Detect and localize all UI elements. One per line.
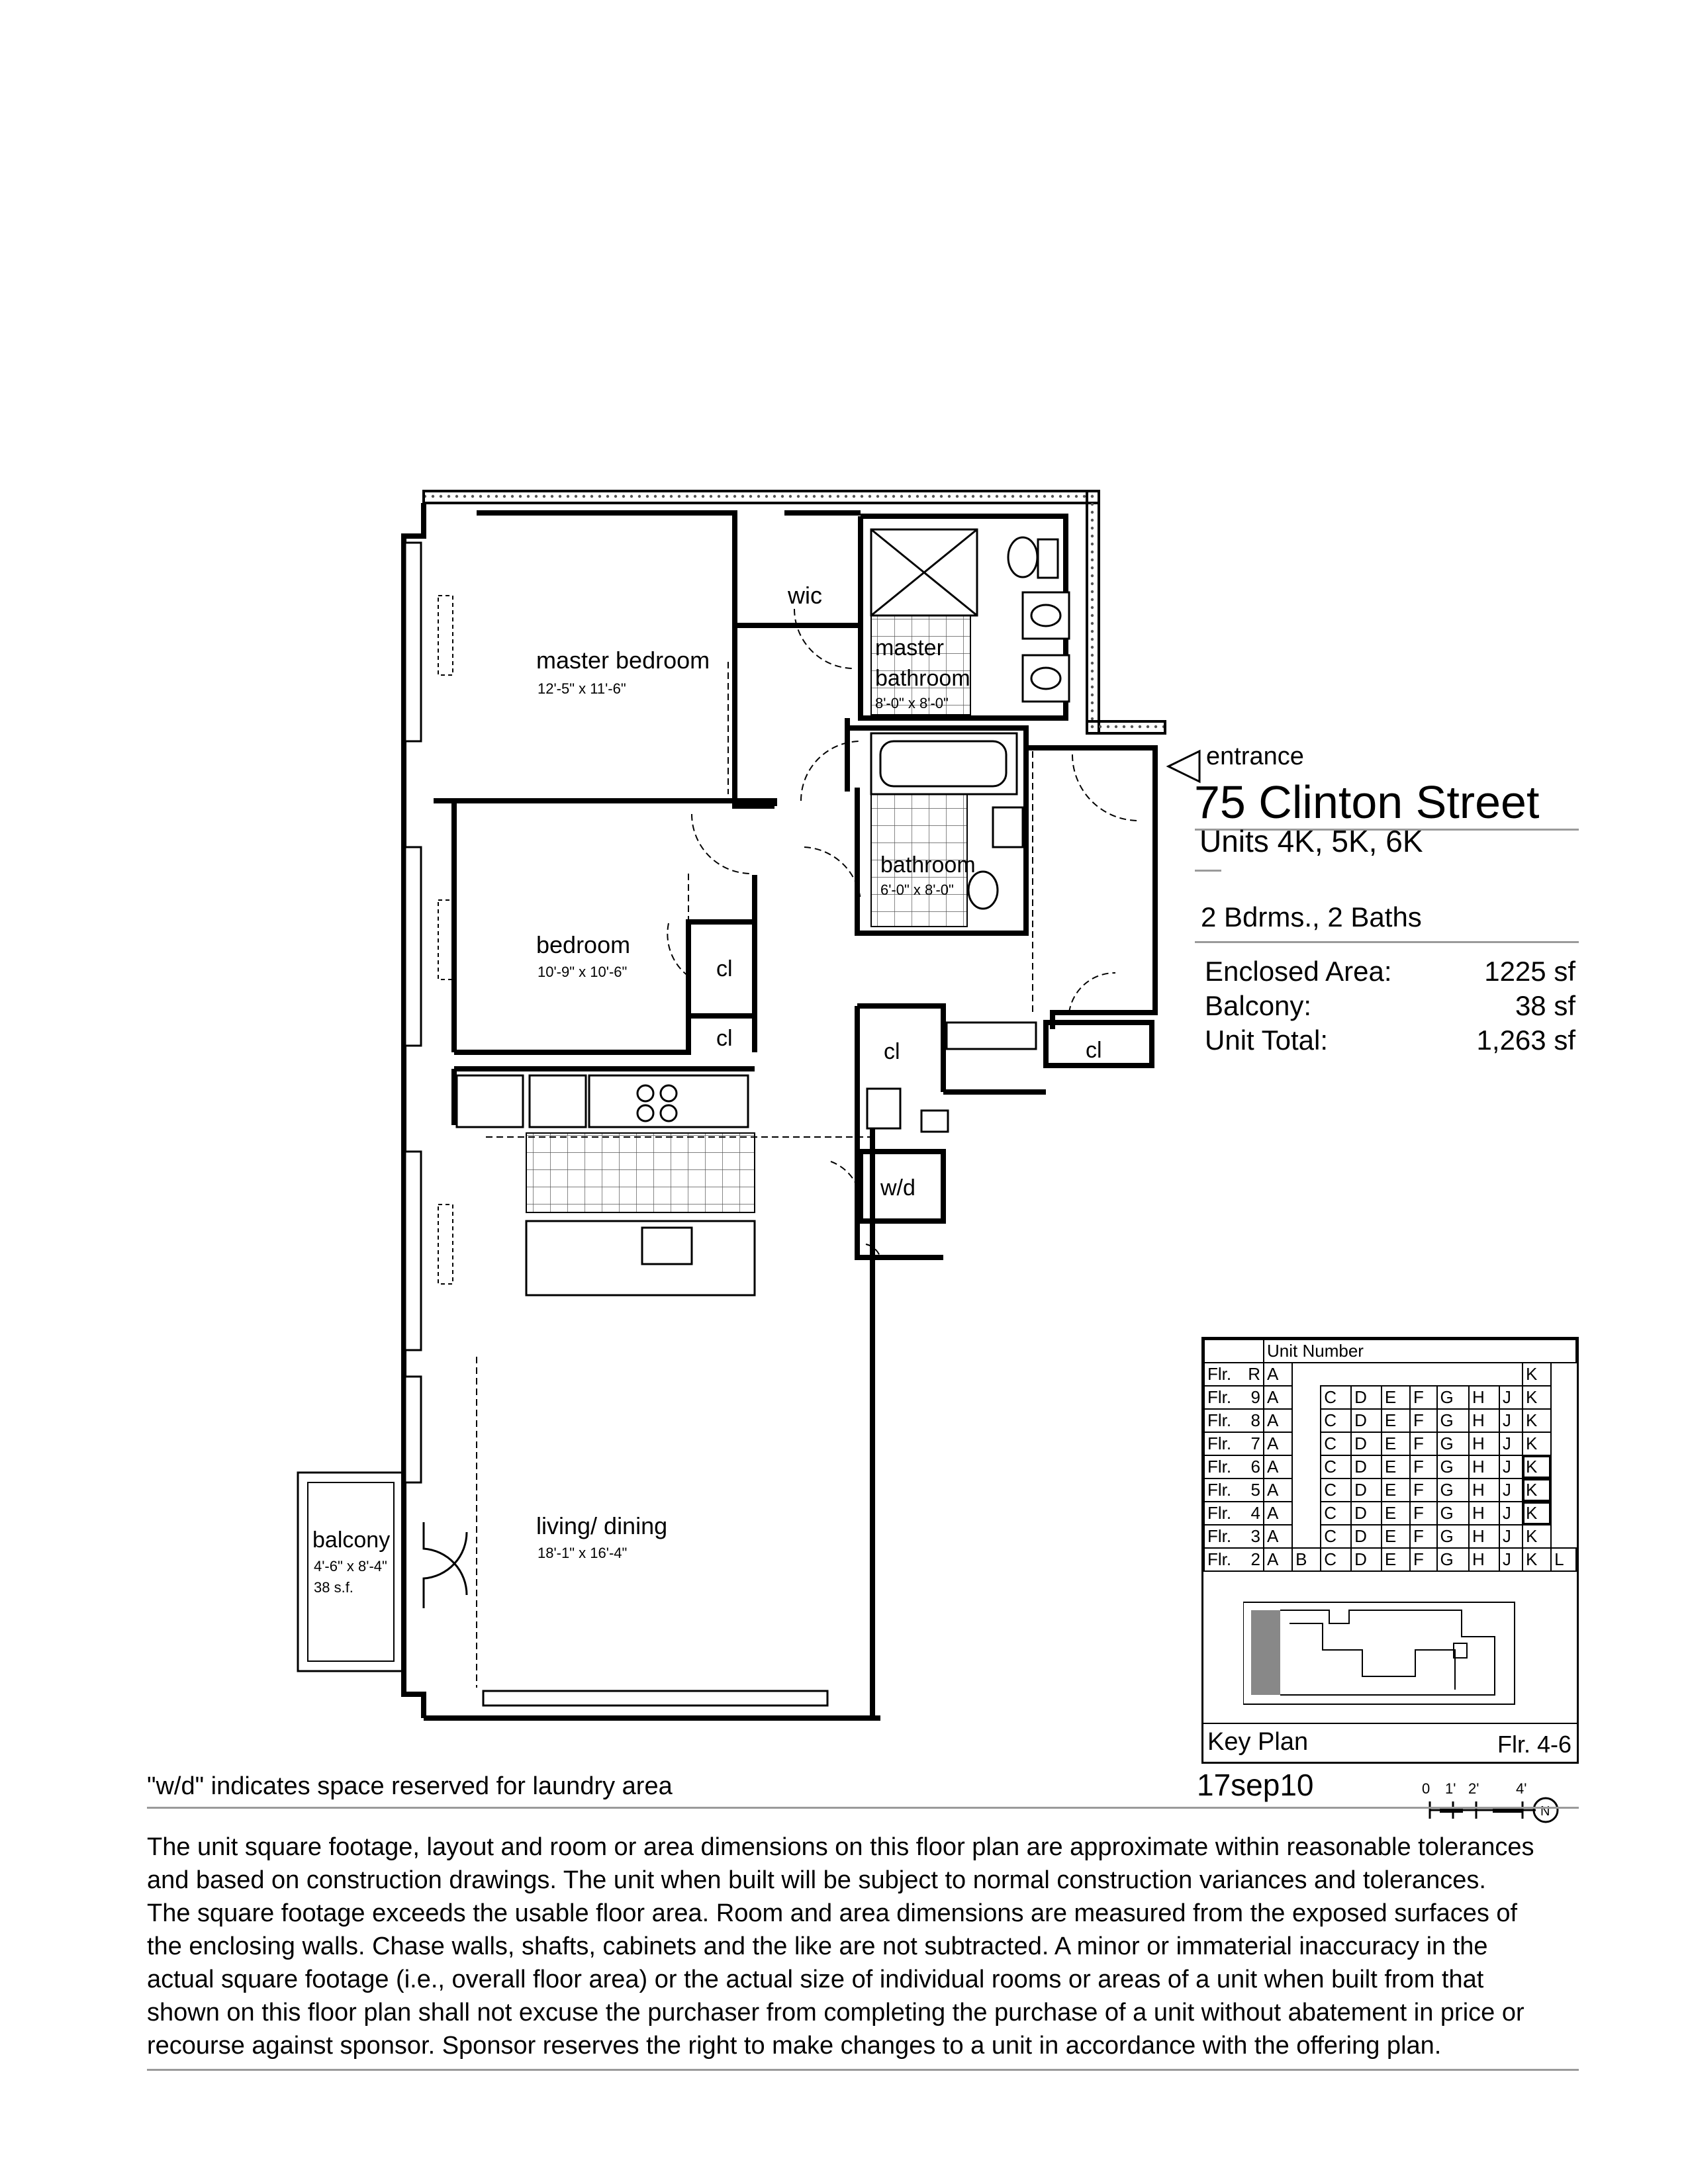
project-title: 75 Clinton Street [1194, 776, 1540, 828]
unit-cell: G [1437, 1502, 1469, 1525]
key-grid-row [1204, 1409, 1576, 1432]
unit-cell: J [1499, 1479, 1523, 1502]
disclaimer-line: the enclosing walls. Chase walls, shafts, cabinets and the like are not subtracted. A minor or immaterial inaccuracy in the [147, 1933, 1488, 1960]
unit-cell: H [1469, 1479, 1499, 1502]
unit-cell: K [1523, 1479, 1551, 1502]
room-balcony-area: 38 s.f. [314, 1579, 353, 1596]
unit-cell [1437, 1363, 1469, 1386]
unit-cell: K [1523, 1363, 1551, 1386]
unit-cell: A [1264, 1479, 1292, 1502]
floor-prefix: Flr. [1207, 1549, 1232, 1569]
unit-cell: C [1321, 1432, 1351, 1455]
unit-cell: G [1437, 1409, 1469, 1432]
floor-cell [1204, 1432, 1264, 1455]
unit-cell [1292, 1363, 1321, 1386]
unit-cell: F [1410, 1502, 1436, 1525]
unit-cell: H [1469, 1432, 1499, 1455]
key-plan-label: Key Plan [1207, 1728, 1309, 1756]
kitchen-tile [526, 1133, 755, 1212]
key-grid-row [1204, 1525, 1576, 1548]
floor-prefix: Flr. [1207, 1387, 1232, 1407]
unit-cell: G [1437, 1455, 1469, 1479]
key-plan-divider [1203, 1723, 1577, 1724]
north-label: N [1540, 1804, 1550, 1819]
disclaimer-line: and based on construction drawings. The unit when built will be subject to normal construction variances and tolerances. [147, 1866, 1486, 1894]
scale-tick-label: 0 [1422, 1780, 1430, 1797]
unit-cell [1551, 1409, 1576, 1432]
unit-cell: D [1351, 1525, 1382, 1548]
floor-prefix: Flr. [1207, 1526, 1232, 1546]
unit-cell: E [1382, 1479, 1410, 1502]
unit-cell [1351, 1363, 1382, 1386]
unit-cell: E [1382, 1525, 1410, 1548]
unit-cell [1292, 1409, 1321, 1432]
unit-cell [1382, 1363, 1410, 1386]
floor-number: 9 [1250, 1387, 1260, 1407]
floor-cell [1204, 1455, 1264, 1479]
unit-cell: F [1410, 1548, 1436, 1571]
unit-cell [1292, 1525, 1321, 1548]
laundry-note: "w/d" indicates space reserved for laundry area [147, 1772, 673, 1800]
unit-cell: A [1264, 1386, 1292, 1409]
unit-cell: A [1264, 1363, 1292, 1386]
unit-cell: J [1499, 1502, 1523, 1525]
floor-number: 5 [1250, 1480, 1260, 1500]
unit-cell: H [1469, 1386, 1499, 1409]
unit-cell: A [1264, 1432, 1292, 1455]
unit-cell [1321, 1363, 1351, 1386]
key-grid-row [1204, 1455, 1576, 1479]
unit-cell [1499, 1363, 1523, 1386]
unit-cell [1292, 1432, 1321, 1455]
unit-cell: E [1382, 1548, 1410, 1571]
units-divider [1195, 870, 1221, 872]
floor-number: 4 [1250, 1503, 1260, 1523]
scale-tick-label: 2' [1468, 1780, 1479, 1797]
unit-cell: D [1351, 1479, 1382, 1502]
unit-cell: H [1469, 1455, 1499, 1479]
unit-cell: F [1410, 1525, 1436, 1548]
unit-cell: A [1264, 1548, 1292, 1571]
key-grid-row [1204, 1386, 1576, 1409]
unit-cell: K [1523, 1548, 1551, 1571]
unit-cell [1551, 1502, 1576, 1525]
floor-number: 6 [1250, 1457, 1260, 1477]
unit-cell: J [1499, 1548, 1523, 1571]
floor-number: 3 [1250, 1526, 1260, 1546]
unit-cell: D [1351, 1386, 1382, 1409]
unit-cell [1410, 1363, 1436, 1386]
area-value: 1225 sf [1484, 956, 1575, 987]
key-grid-row [1204, 1502, 1576, 1525]
unit-config: 2 Bdrms., 2 Baths [1201, 901, 1422, 933]
room-wic: wic [788, 582, 822, 609]
closet-label: cl [716, 956, 733, 981]
area-label: Balcony: [1205, 990, 1312, 1021]
unit-cell: A [1264, 1525, 1292, 1548]
unit-cell: H [1469, 1409, 1499, 1432]
floor-prefix: Flr. [1207, 1480, 1232, 1500]
room-bedroom: bedroom [536, 931, 631, 958]
unit-cell: G [1437, 1432, 1469, 1455]
key-grid-row [1204, 1548, 1576, 1571]
floor-cell [1204, 1363, 1264, 1386]
unit-cell: C [1321, 1479, 1351, 1502]
disclaimer-line: The unit square footage, layout and room or area dimensions on this floor plan are approximate within reasonable tolerances [147, 1833, 1534, 1861]
floor-number: 8 [1250, 1410, 1260, 1430]
unit-cell [1551, 1479, 1576, 1502]
unit-cell: H [1469, 1502, 1499, 1525]
room-balcony: balcony [312, 1527, 391, 1553]
disclaimer-line: The square footage exceeds the usable floor area. Room and area dimensions are measured from the exposed surfaces of [147, 1899, 1518, 1927]
closet-label: cl [1086, 1038, 1102, 1063]
unit-cell: G [1437, 1479, 1469, 1502]
unit-number-grid [1203, 1339, 1577, 1572]
unit-cell: F [1410, 1455, 1436, 1479]
unit-cell: F [1410, 1409, 1436, 1432]
unit-cell [1292, 1386, 1321, 1409]
floor-cell [1204, 1386, 1264, 1409]
unit-cell: D [1351, 1432, 1382, 1455]
floor-number: R [1248, 1364, 1260, 1384]
unit-cell: F [1410, 1479, 1436, 1502]
disclaimer-line: shown on this floor plan shall not excuse the purchaser from completing the purchase of a unit without abatement in price or [147, 1999, 1524, 2026]
room-bathroom: bathroom [880, 852, 976, 878]
room-master-bathroom-dims: 8'-0" x 8'-0" [875, 695, 949, 711]
area-row-total [1205, 1024, 1575, 1056]
area-row-balcony [1205, 990, 1575, 1022]
unit-cell: H [1469, 1525, 1499, 1548]
unit-cell: B [1292, 1548, 1321, 1571]
unit-cell: K [1523, 1432, 1551, 1455]
scale-bar [1430, 1798, 1558, 1822]
key-plan-thumbnail [1243, 1597, 1521, 1716]
unit-cell [1292, 1502, 1321, 1525]
unit-cell: K [1523, 1502, 1551, 1525]
unit-cell: J [1499, 1525, 1523, 1548]
unit-cell [1292, 1455, 1321, 1479]
area-row-enclosed [1205, 956, 1575, 987]
unit-cell: F [1410, 1432, 1436, 1455]
room-wd: w/d [880, 1175, 915, 1201]
entrance-label: entrance [1206, 743, 1304, 770]
unit-cell: E [1382, 1409, 1410, 1432]
notes-divider [147, 1807, 1579, 1809]
area-label: Enclosed Area: [1205, 956, 1392, 987]
unit-cell: C [1321, 1525, 1351, 1548]
unit-cell: A [1264, 1455, 1292, 1479]
unit-number-header: Unit Number [1264, 1340, 1576, 1363]
key-plan [1201, 1337, 1579, 1764]
disclaimer [147, 1831, 1577, 2062]
floor-prefix: Flr. [1207, 1503, 1232, 1523]
unit-cell: H [1469, 1548, 1499, 1571]
room-living-dining: living/ dining [536, 1512, 668, 1539]
unit-cell [1551, 1455, 1576, 1479]
unit-cell: J [1499, 1409, 1523, 1432]
floor-cell [1204, 1409, 1264, 1432]
floor-number: 7 [1250, 1433, 1260, 1453]
key-grid-row [1204, 1479, 1576, 1502]
area-value: 1,263 sf [1476, 1024, 1575, 1056]
unit-cell: C [1321, 1502, 1351, 1525]
unit-cell: E [1382, 1502, 1410, 1525]
unit-cell: J [1499, 1455, 1523, 1479]
unit-cell: C [1321, 1409, 1351, 1432]
unit-cell: J [1499, 1386, 1523, 1409]
unit-cell: D [1351, 1548, 1382, 1571]
closet-label: cl [884, 1039, 900, 1064]
unit-cell: C [1321, 1455, 1351, 1479]
unit-cell: F [1410, 1386, 1436, 1409]
unit-cell: E [1382, 1386, 1410, 1409]
disclaimer-line: recourse against sponsor. Sponsor reserves the right to make changes to a unit in accordance with the offering plan. [147, 2032, 1442, 2060]
floor-prefix: Flr. [1207, 1410, 1232, 1430]
unit-cell: K [1523, 1409, 1551, 1432]
key-plan-floors: Flr. 4-6 [1497, 1731, 1571, 1758]
unit-cell: K [1523, 1525, 1551, 1548]
room-master-bathroom-line1: master [875, 635, 944, 660]
floor-cell [1204, 1525, 1264, 1548]
room-master-bedroom-dims: 12'-5" x 11'-6" [538, 680, 626, 697]
unit-cell: D [1351, 1409, 1382, 1432]
room-bathroom-dims: 6'-0" x 8'-0" [880, 882, 954, 898]
unit-cell: G [1437, 1386, 1469, 1409]
disclaimer-line: actual square footage (i.e., overall floor area) or the actual size of individual rooms or areas of a unit when built from that [147, 1966, 1484, 1993]
unit-cell [1551, 1386, 1576, 1409]
key-grid-row [1204, 1432, 1576, 1455]
floor-cell [1204, 1479, 1264, 1502]
project-units: Units 4K, 5K, 6K [1199, 824, 1423, 858]
unit-cell: G [1437, 1548, 1469, 1571]
unit-cell: D [1351, 1502, 1382, 1525]
key-grid-row [1204, 1363, 1576, 1386]
room-living-dining-dims: 18'-1" x 16'-4" [538, 1545, 628, 1561]
room-master-bathroom-line2: bathroom [875, 666, 970, 691]
room-balcony-dims: 4'-6" x 8'-4" [314, 1558, 387, 1574]
unit-cell: L [1551, 1548, 1576, 1571]
unit-cell [1292, 1479, 1321, 1502]
unit-cell: C [1321, 1386, 1351, 1409]
footer-divider [147, 2069, 1579, 2071]
floor-cell [1204, 1548, 1264, 1571]
unit-cell: G [1437, 1525, 1469, 1548]
unit-cell: K [1523, 1455, 1551, 1479]
floor-prefix: Flr. [1207, 1433, 1232, 1453]
floor-prefix: Flr. [1207, 1364, 1232, 1384]
floor-prefix: Flr. [1207, 1457, 1232, 1477]
key-grid-header [1204, 1340, 1576, 1363]
room-bedroom-dims: 10'-9" x 10'-6" [538, 964, 628, 980]
floor-cell [1204, 1502, 1264, 1525]
plan-date: 17sep10 [1197, 1768, 1314, 1802]
scale-tick-label: 4' [1516, 1780, 1527, 1797]
unit-cell: C [1321, 1548, 1351, 1571]
unit-cell [1551, 1525, 1576, 1548]
unit-cell: E [1382, 1432, 1410, 1455]
unit-cell: E [1382, 1455, 1410, 1479]
room-master-bedroom: master bedroom [536, 647, 710, 674]
closet-label: cl [716, 1026, 733, 1051]
unit-cell: A [1264, 1502, 1292, 1525]
unit-cell: J [1499, 1432, 1523, 1455]
area-label: Unit Total: [1205, 1024, 1328, 1056]
floor-number: 2 [1250, 1549, 1260, 1569]
unit-cell: D [1351, 1455, 1382, 1479]
unit-cell: K [1523, 1386, 1551, 1409]
unit-cell [1551, 1432, 1576, 1455]
area-value: 38 sf [1515, 990, 1575, 1021]
unit-cell [1469, 1363, 1499, 1386]
config-divider [1195, 941, 1579, 943]
unit-cell [1551, 1363, 1576, 1386]
unit-cell: A [1264, 1409, 1292, 1432]
scale-tick-label: 1' [1445, 1780, 1456, 1797]
